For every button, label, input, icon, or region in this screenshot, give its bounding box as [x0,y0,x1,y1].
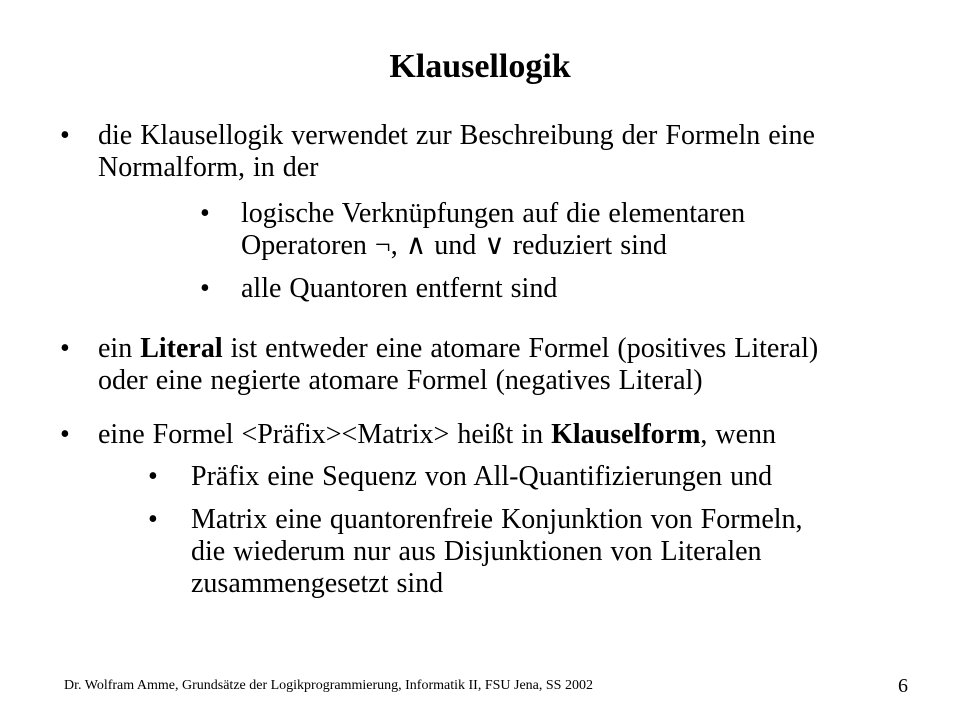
bullet-text [241,198,745,262]
bullet-text [191,461,772,493]
bullet-text-line: oder eine negierte atomare Formel (negatives Literal) [98,365,703,396]
page-number: 6 [898,675,908,697]
bullet-dot: • [148,461,158,492]
bullet-text [191,504,803,600]
bullet-text-line [98,333,818,365]
term-klauselform: Klauselform [551,419,701,450]
bullet-text-line: die wiederum nur aus Disjunktionen von Literalen [191,536,762,567]
bullet-text [98,120,815,184]
bullet-text [98,419,776,451]
text-fragment: ist entweder eine atomare Formel (positives Literal) [222,333,819,364]
slide-title: Klausellogik [389,48,571,85]
text-fragment: ein [98,333,141,364]
bullet-text-line [98,419,776,451]
bullet-dot: • [148,504,158,535]
term-literal: Literal [140,333,223,364]
bullet-dot: • [200,198,210,229]
bullet-dot: • [200,273,210,304]
bullet-text-line: Operatoren ¬, ∧ und ∨ reduziert sind [241,230,667,261]
bullet-text-line: Matrix eine quantorenfreie Konjunktion von Formeln, [191,504,803,535]
bullet-dot: • [60,333,70,364]
bullet-text [98,333,818,397]
bullet-text-line: alle Quantoren entfernt sind [241,273,558,304]
bullet-dot: • [60,120,70,151]
bullet-text-line: Normalform, in der [98,152,319,183]
footer-credit: Dr. Wolfram Amme, Grundsätze der Logikprogrammierung, Informatik II, FSU Jena, SS 2002 [64,678,593,693]
text-fragment: , wenn [700,419,777,450]
bullet-text-line: Präfix eine Sequenz von All-Quantifizierungen und [191,461,773,492]
text-fragment: eine Formel <Präfix><Matrix> heißt in [98,419,552,450]
bullet-text-line: die Klausellogik verwendet zur Beschreibung der Formeln eine [98,120,815,151]
bullet-text-line: logische Verknüpfungen auf die elementaren [241,198,746,229]
bullet-text [241,273,557,305]
bullet-text-line: zusammengesetzt sind [191,568,444,599]
bullet-dot: • [60,419,70,450]
